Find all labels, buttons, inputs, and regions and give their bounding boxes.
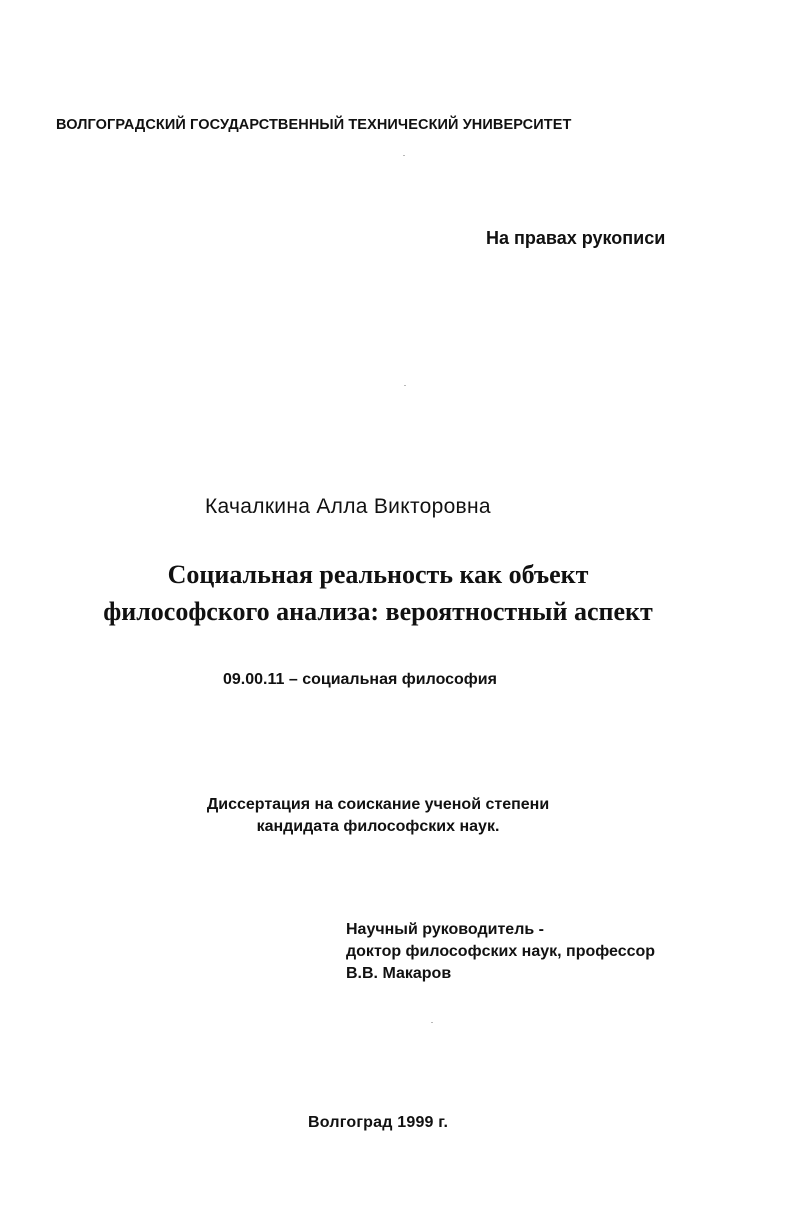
scan-speck <box>431 1022 433 1023</box>
supervisor-block <box>346 919 655 985</box>
degree-statement <box>0 794 756 838</box>
scan-speck <box>404 385 406 386</box>
degree-line-2: кандидата философских наук. <box>256 818 500 835</box>
title-line-1: Социальная реальность как объект <box>167 560 589 589</box>
author-name: Качалкина Алла Викторовна <box>205 495 491 518</box>
specialty-code: 09.00.11 – социальная философия <box>223 671 497 688</box>
city-year: Волгоград 1999 г. <box>308 1114 449 1131</box>
supervisor-line-3: В.В. Макаров <box>346 965 452 982</box>
scan-speck <box>403 155 405 156</box>
supervisor-line-1: Научный руководитель - <box>346 921 544 938</box>
dissertation-title <box>0 556 756 630</box>
university-name: ВОЛГОГРАДСКИЙ ГОСУДАРСТВЕННЫЙ ТЕХНИЧЕСКИЙ УНИВЕРСИТЕТ <box>56 117 572 133</box>
degree-line-1: Диссертация на соискание ученой степени <box>206 796 550 813</box>
supervisor-line-2: доктор философских наук, профессор <box>346 943 656 960</box>
manuscript-rights-note: На правах рукописи <box>486 228 666 248</box>
title-line-2: философского анализа: вероятностный аспект <box>103 597 653 626</box>
